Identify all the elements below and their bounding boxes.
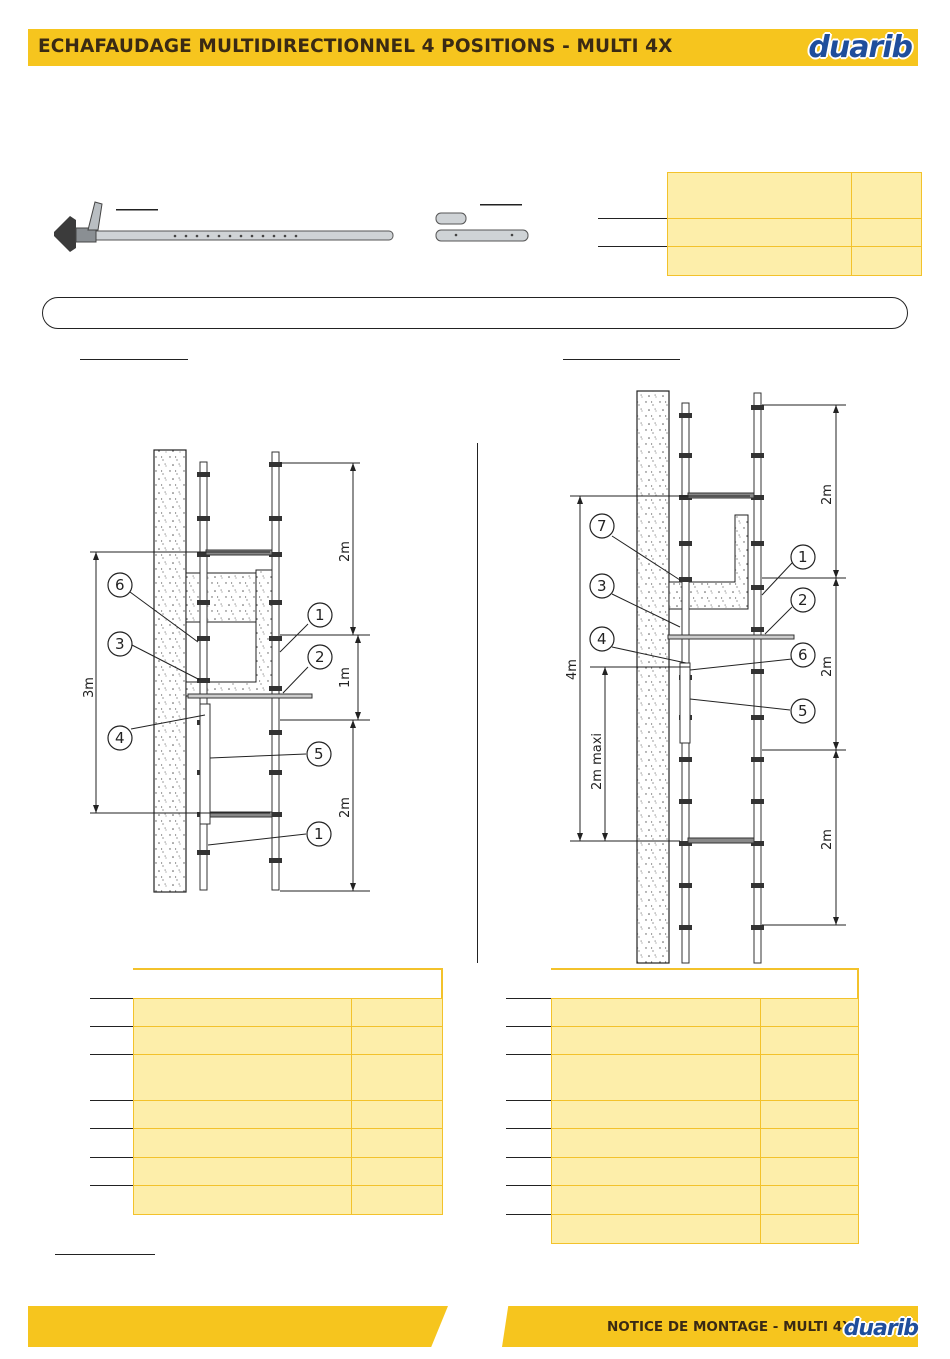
dim-2m-lower: 2m bbox=[338, 797, 353, 818]
dim-2m-bottom: 2m bbox=[820, 829, 835, 850]
callout-1-lower: 1 bbox=[314, 825, 324, 843]
left-scaffold-figure bbox=[70, 440, 400, 910]
callout-3: 3 bbox=[115, 635, 125, 653]
callout-6: 6 bbox=[798, 646, 808, 664]
note-underline bbox=[55, 1254, 155, 1255]
callout-2: 2 bbox=[315, 648, 325, 666]
base-jack-illustration bbox=[54, 202, 393, 252]
sleeve-illustration bbox=[436, 204, 528, 241]
right-scaffold-figure bbox=[560, 385, 860, 965]
footer-title: NOTICE DE MONTAGE - MULTI 4X bbox=[607, 1319, 853, 1335]
footer-logo: duarib bbox=[843, 1316, 918, 1341]
callout-1: 1 bbox=[315, 606, 325, 624]
callout-4: 4 bbox=[597, 630, 607, 648]
dim-1m: 1m bbox=[338, 667, 353, 688]
dim-3m: 3m bbox=[82, 677, 97, 698]
callout-5: 5 bbox=[314, 745, 324, 763]
dim-2m-top: 2m bbox=[820, 484, 835, 505]
callout-2: 2 bbox=[798, 591, 808, 609]
dim-2m-upper: 2m bbox=[338, 541, 353, 562]
dim-2m-maxi: 2m maxi bbox=[590, 732, 605, 790]
brand-logo: duarib bbox=[808, 30, 912, 65]
footer-band-left bbox=[28, 1306, 448, 1347]
callout-6: 6 bbox=[115, 576, 125, 594]
figure-divider bbox=[477, 443, 478, 963]
callout-1: 1 bbox=[798, 548, 808, 566]
left-section-underline bbox=[80, 359, 188, 360]
dim-4m: 4m bbox=[565, 659, 580, 680]
page-title: ECHAFAUDAGE MULTIDIRECTIONNEL 4 POSITIONS - MULTI 4X bbox=[38, 36, 673, 57]
dim-2m-mid: 2m bbox=[820, 656, 835, 677]
callout-5: 5 bbox=[798, 702, 808, 720]
callout-4: 4 bbox=[115, 729, 125, 747]
wall bbox=[637, 391, 669, 963]
right-section-underline bbox=[563, 359, 680, 360]
callout-7: 7 bbox=[597, 517, 607, 535]
section-banner bbox=[42, 297, 908, 329]
component-illustrations bbox=[40, 190, 540, 270]
wall bbox=[154, 450, 186, 892]
callout-3: 3 bbox=[597, 577, 607, 595]
